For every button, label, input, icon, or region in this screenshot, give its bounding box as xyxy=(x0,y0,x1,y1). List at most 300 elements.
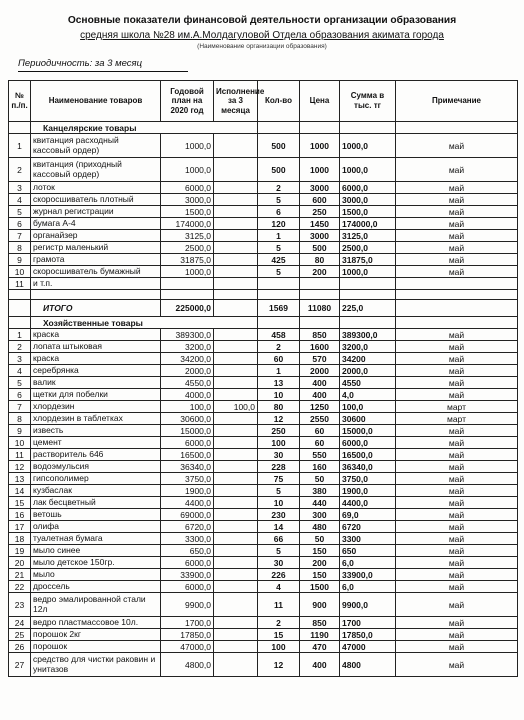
cell-execution xyxy=(214,353,258,365)
cell-note: май xyxy=(396,629,518,641)
cell-plan: 1000,0 xyxy=(161,158,214,182)
col-header-quantity: Кол-во xyxy=(258,81,300,122)
cell-number: 10 xyxy=(9,266,31,278)
cell-execution xyxy=(214,641,258,653)
cell-plan: 6000,0 xyxy=(161,437,214,449)
col-header-plan: Годовой план на 2020 год xyxy=(161,81,214,122)
table-row xyxy=(9,593,518,617)
cell-execution xyxy=(214,365,258,377)
table-row xyxy=(9,194,518,206)
cell-number: 8 xyxy=(9,242,31,254)
cell-quantity: 80 xyxy=(258,401,300,413)
cell-number: 16 xyxy=(9,509,31,521)
cell-number: 6 xyxy=(9,389,31,401)
cell-price: 300 xyxy=(300,509,340,521)
table-row xyxy=(9,629,518,641)
cell-quantity: 1 xyxy=(258,230,300,242)
cell-number: 25 xyxy=(9,629,31,641)
cell-sum: 1000,0 xyxy=(340,134,396,158)
cell-price: 200 xyxy=(300,266,340,278)
cell-execution xyxy=(214,569,258,581)
table-row xyxy=(9,557,518,569)
cell-execution xyxy=(214,158,258,182)
cell-note: май xyxy=(396,341,518,353)
cell-sum: 69,0 xyxy=(340,509,396,521)
cell-sum: 1000,0 xyxy=(340,158,396,182)
cell-name: кузбаслак xyxy=(31,485,161,497)
cell-note: май xyxy=(396,437,518,449)
cell-execution: 100,0 xyxy=(214,401,258,413)
cell-execution xyxy=(214,437,258,449)
cell-quantity: 5 xyxy=(258,194,300,206)
cell-note: май xyxy=(396,485,518,497)
cell-sum: 47000 xyxy=(340,641,396,653)
cell-quantity: 250 xyxy=(258,425,300,437)
cell-number: 14 xyxy=(9,485,31,497)
cell-quantity: 500 xyxy=(258,158,300,182)
cell-quantity: 10 xyxy=(258,497,300,509)
cell-name: ведро эмалированной стали 12л xyxy=(31,593,161,617)
cell-price: 2000 xyxy=(300,365,340,377)
cell-note: май xyxy=(396,254,518,266)
cell-plan: 16500,0 xyxy=(161,449,214,461)
cell-plan: 3750,0 xyxy=(161,473,214,485)
cell-empty xyxy=(300,122,340,134)
cell-number: 3 xyxy=(9,182,31,194)
cell-name: хлордезин в таблетках xyxy=(31,413,161,425)
table-row xyxy=(9,569,518,581)
cell-plan: 33900,0 xyxy=(161,569,214,581)
cell-quantity: 230 xyxy=(258,509,300,521)
cell-plan: 6000,0 xyxy=(161,182,214,194)
cell-price: 60 xyxy=(300,425,340,437)
cell-plan: 100,0 xyxy=(161,401,214,413)
cell-execution xyxy=(214,485,258,497)
table-row xyxy=(9,461,518,473)
cell-empty xyxy=(161,290,214,300)
cell-price: 11080 xyxy=(300,300,340,317)
cell-name: олифа xyxy=(31,521,161,533)
table-row xyxy=(9,341,518,353)
cell-plan: 4400,0 xyxy=(161,497,214,509)
table-row xyxy=(9,449,518,461)
cell-sum: 3125,0 xyxy=(340,230,396,242)
cell-plan: 3000,0 xyxy=(161,194,214,206)
cell-name: ИТОГО xyxy=(31,300,161,317)
cell-quantity: 1 xyxy=(258,365,300,377)
table-row xyxy=(9,545,518,557)
cell-plan: 15000,0 xyxy=(161,425,214,437)
cell-quantity: 60 xyxy=(258,353,300,365)
cell-execution xyxy=(214,629,258,641)
cell-price: 200 xyxy=(300,557,340,569)
cell-sum: 4800 xyxy=(340,653,396,677)
cell-empty xyxy=(340,317,396,329)
cell-sum: 2000,0 xyxy=(340,365,396,377)
cell-price: 850 xyxy=(300,617,340,629)
cell-note: май xyxy=(396,182,518,194)
cell-empty xyxy=(258,317,300,329)
cell-price: 500 xyxy=(300,242,340,254)
cell-number: 11 xyxy=(9,278,31,290)
cell-execution xyxy=(214,134,258,158)
cell-execution xyxy=(214,413,258,425)
cell-quantity: 2 xyxy=(258,617,300,629)
cell-name: квитанция (приходный кассовый ордер) xyxy=(31,158,161,182)
cell-price: 1000 xyxy=(300,134,340,158)
cell-quantity: 100 xyxy=(258,437,300,449)
table-row xyxy=(9,497,518,509)
cell-quantity: 5 xyxy=(258,485,300,497)
cell-sum: 6,0 xyxy=(340,581,396,593)
table-row xyxy=(9,521,518,533)
cell-number: 2 xyxy=(9,158,31,182)
cell-execution xyxy=(214,377,258,389)
cell-price: 50 xyxy=(300,533,340,545)
table-row xyxy=(9,182,518,194)
cell-execution xyxy=(214,581,258,593)
cell-quantity: 30 xyxy=(258,557,300,569)
table-row xyxy=(9,230,518,242)
cell-quantity: 425 xyxy=(258,254,300,266)
section-title: Хозяйственные товары xyxy=(31,317,258,329)
cell-execution xyxy=(214,300,258,317)
cell-number: 4 xyxy=(9,194,31,206)
cell-price: 600 xyxy=(300,194,340,206)
cell-number xyxy=(9,122,31,134)
cell-note: май xyxy=(396,473,518,485)
table-row xyxy=(9,401,518,413)
cell-note: май xyxy=(396,365,518,377)
cell-note xyxy=(396,300,518,317)
cell-price: 570 xyxy=(300,353,340,365)
cell-execution xyxy=(214,545,258,557)
cell-execution xyxy=(214,278,258,290)
cell-sum: 33900,0 xyxy=(340,569,396,581)
cell-number: 6 xyxy=(9,218,31,230)
cell-sum: 36340,0 xyxy=(340,461,396,473)
cell-execution xyxy=(214,617,258,629)
cell-name: краска xyxy=(31,353,161,365)
cell-price: 250 xyxy=(300,206,340,218)
cell-sum xyxy=(340,278,396,290)
cell-quantity: 1569 xyxy=(258,300,300,317)
cell-note: май xyxy=(396,557,518,569)
cell-plan: 9900,0 xyxy=(161,593,214,617)
cell-execution xyxy=(214,653,258,677)
cell-name: грамота xyxy=(31,254,161,266)
cell-price: 1600 xyxy=(300,341,340,353)
cell-price: 3000 xyxy=(300,182,340,194)
cell-price: 150 xyxy=(300,569,340,581)
table-row xyxy=(9,641,518,653)
table-row xyxy=(9,617,518,629)
cell-number: 23 xyxy=(9,593,31,617)
cell-quantity: 12 xyxy=(258,653,300,677)
organization-note: (Наименование организации образования) xyxy=(197,43,327,50)
cell-quantity: 75 xyxy=(258,473,300,485)
cell-price: 80 xyxy=(300,254,340,266)
col-header-number: № п./п. xyxy=(9,81,31,122)
cell-quantity: 228 xyxy=(258,461,300,473)
cell-empty xyxy=(300,317,340,329)
cell-note: май xyxy=(396,230,518,242)
cell-execution xyxy=(214,497,258,509)
cell-sum: 225,0 xyxy=(340,300,396,317)
cell-name: известь xyxy=(31,425,161,437)
cell-plan: 2500,0 xyxy=(161,242,214,254)
document-title: Основные показатели финансовой деятельности организации образования xyxy=(67,15,457,26)
cell-plan: 6000,0 xyxy=(161,581,214,593)
table-row xyxy=(9,206,518,218)
cell-plan: 69000,0 xyxy=(161,509,214,521)
cell-price xyxy=(300,278,340,290)
cell-quantity xyxy=(258,278,300,290)
cell-name: лак бесцветный xyxy=(31,497,161,509)
blank-row xyxy=(9,290,518,300)
cell-number: 21 xyxy=(9,569,31,581)
cell-quantity: 5 xyxy=(258,266,300,278)
cell-name: скоросшиватель плотный xyxy=(31,194,161,206)
cell-sum: 6000,0 xyxy=(340,437,396,449)
cell-sum: 15000,0 xyxy=(340,425,396,437)
cell-plan: 4550,0 xyxy=(161,377,214,389)
cell-quantity: 2 xyxy=(258,182,300,194)
cell-empty xyxy=(214,290,258,300)
cell-price: 400 xyxy=(300,653,340,677)
cell-quantity: 500 xyxy=(258,134,300,158)
table-row xyxy=(9,353,518,365)
cell-note: май xyxy=(396,653,518,677)
cell-name: регистр маленький xyxy=(31,242,161,254)
cell-quantity: 100 xyxy=(258,641,300,653)
cell-note: май xyxy=(396,266,518,278)
cell-empty xyxy=(9,290,31,300)
cell-note: май xyxy=(396,377,518,389)
cell-quantity: 14 xyxy=(258,521,300,533)
cell-quantity: 5 xyxy=(258,242,300,254)
cell-plan: 47000,0 xyxy=(161,641,214,653)
table-row xyxy=(9,158,518,182)
cell-name: порошок 2кг xyxy=(31,629,161,641)
cell-price: 400 xyxy=(300,377,340,389)
total-row xyxy=(9,300,518,317)
cell-note: май xyxy=(396,353,518,365)
cell-plan: 1700,0 xyxy=(161,617,214,629)
cell-price: 900 xyxy=(300,593,340,617)
cell-number: 26 xyxy=(9,641,31,653)
cell-quantity: 13 xyxy=(258,377,300,389)
cell-price: 1000 xyxy=(300,158,340,182)
cell-execution xyxy=(214,389,258,401)
cell-sum: 100,0 xyxy=(340,401,396,413)
cell-plan: 36340,0 xyxy=(161,461,214,473)
cell-sum: 1500,0 xyxy=(340,206,396,218)
cell-execution xyxy=(214,425,258,437)
cell-name: журнал регистрации xyxy=(31,206,161,218)
cell-number: 7 xyxy=(9,401,31,413)
cell-name: серебрянка xyxy=(31,365,161,377)
cell-note: май xyxy=(396,389,518,401)
cell-execution xyxy=(214,230,258,242)
cell-quantity: 66 xyxy=(258,533,300,545)
cell-number: 17 xyxy=(9,521,31,533)
cell-name: гипсополимер xyxy=(31,473,161,485)
cell-sum: 2500,0 xyxy=(340,242,396,254)
cell-number: 11 xyxy=(9,449,31,461)
cell-note: март xyxy=(396,413,518,425)
cell-execution xyxy=(214,341,258,353)
col-header-sum: Сумма в тыс. тг xyxy=(340,81,396,122)
cell-name: водоэмульсия xyxy=(31,461,161,473)
table-row xyxy=(9,134,518,158)
cell-note: май xyxy=(396,569,518,581)
cell-price: 1500 xyxy=(300,581,340,593)
cell-price: 1190 xyxy=(300,629,340,641)
cell-sum: 6720 xyxy=(340,521,396,533)
cell-price: 380 xyxy=(300,485,340,497)
section-header-row xyxy=(9,317,518,329)
cell-number: 15 xyxy=(9,497,31,509)
cell-name: и т.п. xyxy=(31,278,161,290)
cell-quantity: 226 xyxy=(258,569,300,581)
cell-number: 9 xyxy=(9,425,31,437)
cell-price: 470 xyxy=(300,641,340,653)
cell-execution xyxy=(214,182,258,194)
cell-name: органайзер xyxy=(31,230,161,242)
cell-execution xyxy=(214,266,258,278)
cell-plan: 31875,0 xyxy=(161,254,214,266)
cell-sum: 1700 xyxy=(340,617,396,629)
cell-execution xyxy=(214,242,258,254)
cell-name: порошок xyxy=(31,641,161,653)
cell-quantity: 458 xyxy=(258,329,300,341)
cell-quantity: 4 xyxy=(258,581,300,593)
cell-plan: 650,0 xyxy=(161,545,214,557)
cell-name: валик xyxy=(31,377,161,389)
cell-number: 13 xyxy=(9,473,31,485)
cell-quantity: 120 xyxy=(258,218,300,230)
cell-plan: 2000,0 xyxy=(161,365,214,377)
cell-plan: 3300,0 xyxy=(161,533,214,545)
cell-sum: 16500,0 xyxy=(340,449,396,461)
col-header-price: Цена xyxy=(300,81,340,122)
cell-note: май xyxy=(396,449,518,461)
cell-empty xyxy=(258,290,300,300)
cell-note xyxy=(396,278,518,290)
cell-sum: 6000,0 xyxy=(340,182,396,194)
cell-name: щетки для побелки xyxy=(31,389,161,401)
cell-plan: 3125,0 xyxy=(161,230,214,242)
periodicity: Периодичность: за 3 месяц xyxy=(18,58,188,72)
cell-note: май xyxy=(396,206,518,218)
cell-name: краска xyxy=(31,329,161,341)
cell-note: май xyxy=(396,329,518,341)
cell-price: 850 xyxy=(300,329,340,341)
cell-number: 19 xyxy=(9,545,31,557)
table-row xyxy=(9,473,518,485)
cell-note: май xyxy=(396,242,518,254)
cell-number: 12 xyxy=(9,461,31,473)
cell-number: 4 xyxy=(9,365,31,377)
cell-number: 20 xyxy=(9,557,31,569)
cell-plan: 1500,0 xyxy=(161,206,214,218)
organization-name: средняя школа №28 им.А.Молдагуловой Отдела образования акимата города xyxy=(80,30,444,41)
cell-execution xyxy=(214,509,258,521)
cell-sum: 3300 xyxy=(340,533,396,545)
cell-price: 440 xyxy=(300,497,340,509)
cell-sum: 6,0 xyxy=(340,557,396,569)
cell-price: 160 xyxy=(300,461,340,473)
cell-name: средство для чистки раковин и унитазов xyxy=(31,653,161,677)
cell-sum: 4400,0 xyxy=(340,497,396,509)
cell-quantity: 11 xyxy=(258,593,300,617)
cell-note: май xyxy=(396,593,518,617)
cell-plan: 3200,0 xyxy=(161,341,214,353)
cell-sum: 1900,0 xyxy=(340,485,396,497)
table-row xyxy=(9,278,518,290)
cell-number: 27 xyxy=(9,653,31,677)
table-row xyxy=(9,509,518,521)
cell-price: 60 xyxy=(300,437,340,449)
cell-note: май xyxy=(396,425,518,437)
cell-plan: 225000,0 xyxy=(161,300,214,317)
cell-number xyxy=(9,300,31,317)
cell-quantity: 5 xyxy=(258,545,300,557)
col-header-execution: Исполнение за 3 месяца xyxy=(214,81,258,122)
cell-number xyxy=(9,317,31,329)
cell-name: ведро пластмассовое 10л. xyxy=(31,617,161,629)
cell-number: 7 xyxy=(9,230,31,242)
cell-price: 400 xyxy=(300,389,340,401)
cell-name: скоросшиватель бумажный xyxy=(31,266,161,278)
cell-number: 2 xyxy=(9,341,31,353)
cell-name: растворитель 646 xyxy=(31,449,161,461)
cell-plan: 4800,0 xyxy=(161,653,214,677)
cell-sum: 3200,0 xyxy=(340,341,396,353)
cell-name: туалетная бумага xyxy=(31,533,161,545)
cell-sum: 34200 xyxy=(340,353,396,365)
cell-execution xyxy=(214,533,258,545)
table-row xyxy=(9,329,518,341)
cell-note: май xyxy=(396,134,518,158)
cell-note: май xyxy=(396,545,518,557)
cell-name: цемент xyxy=(31,437,161,449)
table-row xyxy=(9,218,518,230)
cell-plan: 6000,0 xyxy=(161,557,214,569)
cell-empty xyxy=(340,290,396,300)
cell-plan: 30600,0 xyxy=(161,413,214,425)
cell-empty xyxy=(340,122,396,134)
cell-plan xyxy=(161,278,214,290)
cell-number: 1 xyxy=(9,134,31,158)
col-header-note: Примечание xyxy=(396,81,518,122)
cell-number: 8 xyxy=(9,413,31,425)
cell-number: 1 xyxy=(9,329,31,341)
cell-note: май xyxy=(396,581,518,593)
cell-note: май xyxy=(396,461,518,473)
table-row xyxy=(9,485,518,497)
cell-note: март xyxy=(396,401,518,413)
cell-sum: 650 xyxy=(340,545,396,557)
cell-plan: 1900,0 xyxy=(161,485,214,497)
cell-quantity: 30 xyxy=(258,449,300,461)
cell-number: 24 xyxy=(9,617,31,629)
cell-sum: 3750,0 xyxy=(340,473,396,485)
cell-plan: 1000,0 xyxy=(161,266,214,278)
cell-name: бумага А-4 xyxy=(31,218,161,230)
table-row xyxy=(9,413,518,425)
